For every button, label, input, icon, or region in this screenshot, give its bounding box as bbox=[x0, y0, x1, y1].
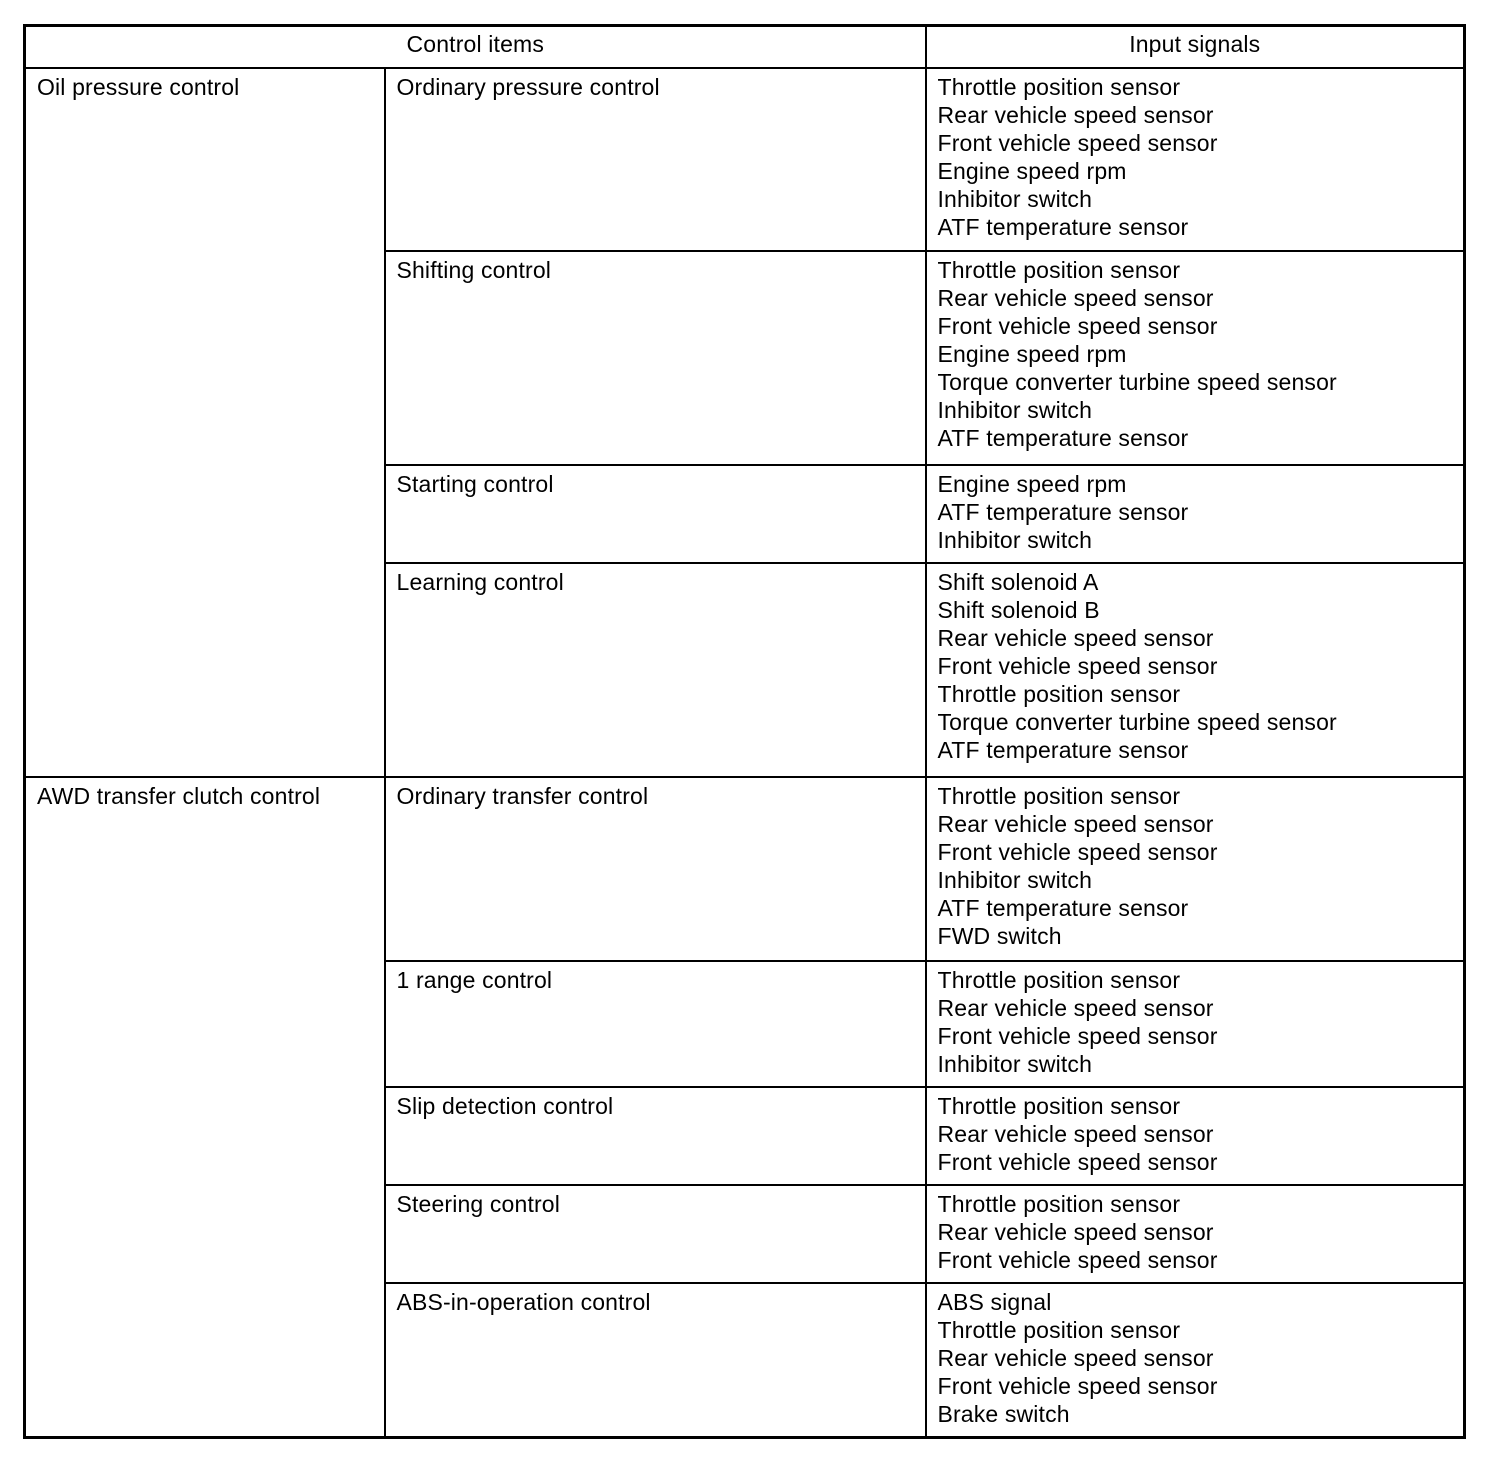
input-signal: Throttle position sensor bbox=[937, 1316, 1181, 1343]
table-row bbox=[25, 68, 1465, 251]
input-signal: Brake switch bbox=[937, 1400, 1070, 1427]
group-name-cell: AWD transfer clutch control bbox=[25, 777, 385, 1438]
input-signals-cell bbox=[926, 777, 1465, 961]
input-signal: Inhibitor switch bbox=[937, 185, 1093, 212]
input-signals-cell bbox=[926, 1283, 1465, 1438]
input-signals-cell bbox=[926, 251, 1465, 465]
input-signal: Throttle position sensor bbox=[937, 1190, 1181, 1217]
input-signal: Front vehicle speed sensor bbox=[937, 129, 1218, 156]
input-signal: Front vehicle speed sensor bbox=[937, 838, 1218, 865]
input-signal: Front vehicle speed sensor bbox=[937, 1246, 1218, 1273]
input-signal: Engine speed rpm bbox=[937, 157, 1127, 184]
control-item-cell: Learning control bbox=[385, 563, 926, 777]
input-signal: Front vehicle speed sensor bbox=[937, 1022, 1218, 1049]
input-signal: ATF temperature sensor bbox=[937, 736, 1189, 763]
input-signal: Throttle position sensor bbox=[937, 256, 1181, 283]
input-signal: Inhibitor switch bbox=[937, 866, 1093, 893]
control-item-cell: Steering control bbox=[385, 1185, 926, 1283]
input-signal: ATF temperature sensor bbox=[937, 894, 1189, 921]
input-signal: Throttle position sensor bbox=[937, 782, 1181, 809]
input-signal: Throttle position sensor bbox=[937, 1092, 1181, 1119]
input-signal: Shift solenoid B bbox=[937, 596, 1100, 623]
input-signal: Shift solenoid A bbox=[937, 568, 1099, 595]
header-input-signals: Input signals bbox=[926, 26, 1465, 68]
input-signals-cell bbox=[926, 1087, 1465, 1185]
input-signal: Rear vehicle speed sensor bbox=[937, 101, 1214, 128]
control-item-cell: Starting control bbox=[385, 465, 926, 563]
input-signal: FWD switch bbox=[937, 922, 1062, 949]
input-signal: ATF temperature sensor bbox=[937, 424, 1189, 451]
header-row bbox=[25, 26, 1465, 68]
input-signal: ATF temperature sensor bbox=[937, 498, 1189, 525]
input-signals-cell bbox=[926, 1185, 1465, 1283]
group-name-cell: Oil pressure control bbox=[25, 68, 385, 777]
input-signals-cell bbox=[926, 465, 1465, 563]
input-signal: Rear vehicle speed sensor bbox=[937, 1218, 1214, 1245]
table-body bbox=[25, 68, 1465, 1438]
input-signal: Rear vehicle speed sensor bbox=[937, 810, 1214, 837]
input-signal: Engine speed rpm bbox=[937, 470, 1127, 497]
input-signal: Rear vehicle speed sensor bbox=[937, 994, 1214, 1021]
control-item-cell: Ordinary transfer control bbox=[385, 777, 926, 961]
input-signal: Inhibitor switch bbox=[937, 1050, 1093, 1077]
control-items-table bbox=[23, 24, 1466, 1439]
input-signal: ABS signal bbox=[937, 1288, 1052, 1315]
control-item-cell: 1 range control bbox=[385, 961, 926, 1087]
input-signal: Rear vehicle speed sensor bbox=[937, 1344, 1214, 1371]
input-signal: Rear vehicle speed sensor bbox=[937, 284, 1214, 311]
input-signals-cell bbox=[926, 961, 1465, 1087]
control-item-cell: ABS-in-operation control bbox=[385, 1283, 926, 1438]
input-signals-cell bbox=[926, 563, 1465, 777]
control-item-cell: Shifting control bbox=[385, 251, 926, 465]
input-signals-cell bbox=[926, 68, 1465, 251]
input-signal: Inhibitor switch bbox=[937, 396, 1093, 423]
input-signal: Torque converter turbine speed sensor bbox=[937, 368, 1337, 395]
input-signal: Rear vehicle speed sensor bbox=[937, 624, 1214, 651]
input-signal: Front vehicle speed sensor bbox=[937, 312, 1218, 339]
input-signal: Throttle position sensor bbox=[937, 680, 1181, 707]
input-signal: Throttle position sensor bbox=[937, 966, 1181, 993]
header-control-items: Control items bbox=[25, 26, 926, 68]
input-signal: Front vehicle speed sensor bbox=[937, 652, 1218, 679]
input-signal: ATF temperature sensor bbox=[937, 213, 1189, 240]
input-signal: Engine speed rpm bbox=[937, 340, 1127, 367]
control-item-cell: Ordinary pressure control bbox=[385, 68, 926, 251]
control-item-cell: Slip detection control bbox=[385, 1087, 926, 1185]
input-signal: Front vehicle speed sensor bbox=[937, 1148, 1218, 1175]
input-signal: Inhibitor switch bbox=[937, 526, 1093, 553]
input-signal: Front vehicle speed sensor bbox=[937, 1372, 1218, 1399]
input-signal: Rear vehicle speed sensor bbox=[937, 1120, 1214, 1147]
input-signal: Torque converter turbine speed sensor bbox=[937, 708, 1337, 735]
table-row bbox=[25, 777, 1465, 961]
input-signal: Throttle position sensor bbox=[937, 73, 1181, 100]
